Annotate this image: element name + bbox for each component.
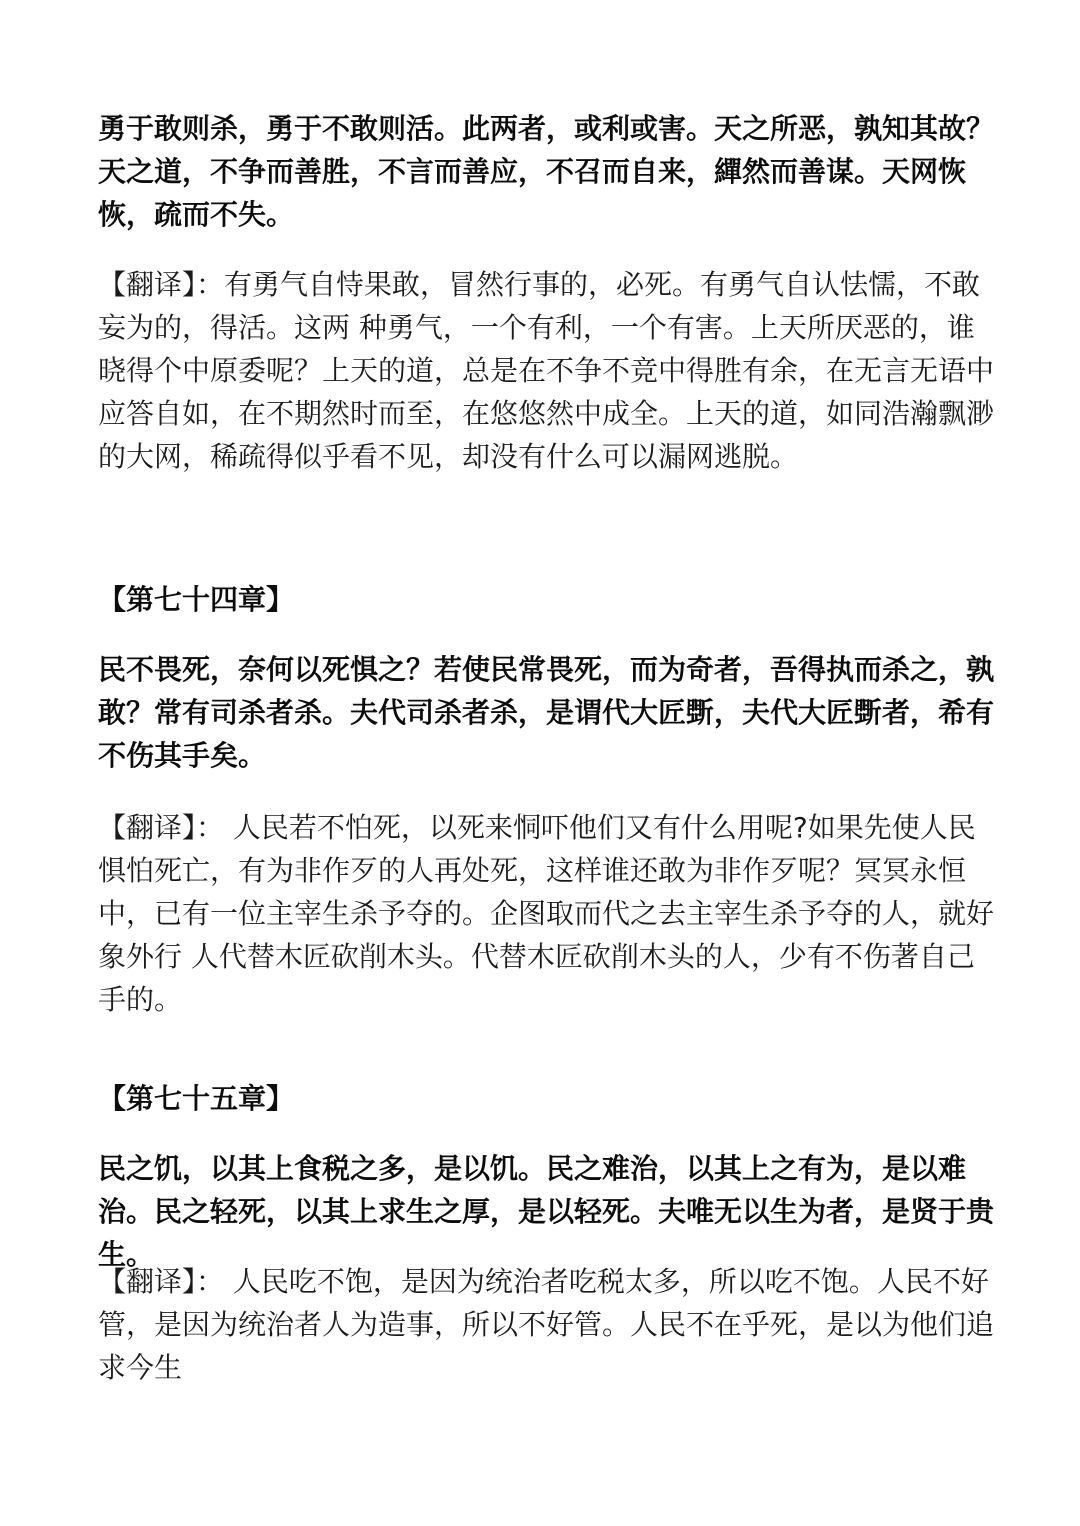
chapter-73-translation: 【翻译】：有勇气自恃果敢，冒然行事的，必死。有勇气自认怯懦，不敢妄为的，得活。这两 种勇气，一个有利，一个有害。上天所厌恶的，谁晓得个中原委呢？上天的道，总是在不争不竞中得胜有余，在无言无语中应答自如，在不期然时而至，在悠悠然中成全。上天的道，如同浩瀚飘渺的大网，稀疏得似乎看不见，却没有什么可以漏网逃脱。 (98, 268, 995, 473)
chapter-75-translation: 【翻译】： 人民吃不饱，是因为统治者吃税太多，所以吃不饱。人民不好管，是因为统治者人为造事，所以不好管。人民不在乎死，是以为他们追求今生 (98, 1265, 995, 1384)
chapter-74-translation: 【翻译】： 人民若不怕死，以死来恫吓他们又有什么用呢?如果先使人民惧怕死亡，有为非作歹的人再处死，这样谁还敢为非作歹呢？冥冥永恒中，已有一位主宰生杀予夺的。企图取而代之去主宰生杀予夺的人，就好象外行 人代替木匠砍削木头。代替木匠砍削木头的人，少有不伤著自己手的。 (98, 811, 995, 1016)
chapter-74-original-text: 民不畏死，奈何以死惧之？若使民常畏死，而为奇者，吾得执而杀之，孰敢？常有司杀者杀。夫代司杀者杀，是谓代大匠斲，夫代大匠斲者，希有不伤其手矣。 (98, 653, 995, 772)
chapter-75-heading: 【第七十五章】 (98, 1082, 295, 1115)
chapter-75-original-text: 民之饥，以其上食税之多，是以饥。民之难治，以其上之有为，是以难治。民之轻死，以其上求生之厚，是以轻死。夫唯无以生为者，是贤于贵生。 (98, 1152, 995, 1271)
chapter-74-heading: 【第七十四章】 (98, 583, 295, 616)
chapter-73-original-text: 勇于敢则杀，勇于不敢则活。此两者，或利或害。天之所恶，孰知其故？ 天之道，不争而善胜，不言而善应，不召而自来，繟然而善谋。天网恢恢，疏而不失。 (98, 112, 995, 231)
